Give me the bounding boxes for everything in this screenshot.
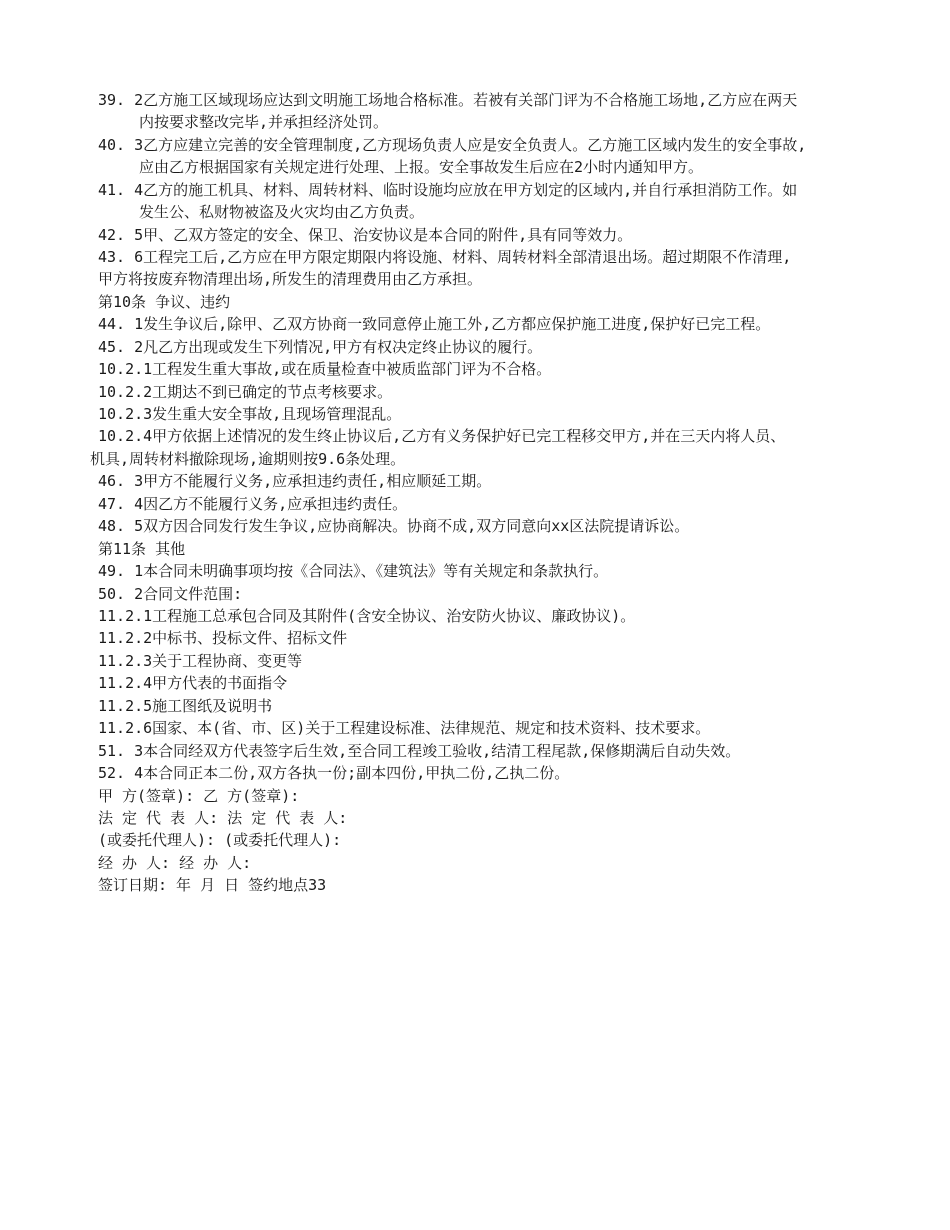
clause-11-2-3: 11.2.3关于工程协商、变更等 bbox=[98, 652, 303, 670]
signature-parties-line: 甲 方(签章): 乙 方(签章): bbox=[98, 787, 300, 805]
handler-line: 经 办 人: 经 办 人: bbox=[98, 854, 252, 872]
clause-41-line-2: 发生公、私财物被盗及火灾均由乙方负责。 bbox=[139, 203, 425, 221]
clause-47: 47. 4因乙方不能履行义务,应承担违约责任。 bbox=[98, 495, 408, 513]
clause-10-2-4-line-2: 机具,周转材料撤除现场,逾期则按9.6条处理。 bbox=[90, 450, 406, 468]
clause-11-2-4: 11.2.4甲方代表的书面指令 bbox=[98, 674, 288, 692]
clause-11-2-1: 11.2.1工程施工总承包合同及其附件(含安全协议、治安防火协议、廉政协议)。 bbox=[98, 607, 636, 625]
article-10-heading: 第10条 争议、违约 bbox=[98, 293, 231, 311]
clause-39-line-2: 内按要求整改完毕,并承担经济处罚。 bbox=[139, 113, 389, 131]
clause-48: 48. 5双方因合同发行发生争议,应协商解决。协商不成,双方同意向xx区法院提请诉讼。 bbox=[98, 517, 690, 535]
clause-44: 44. 1发生争议后,除甲、乙双方协商一致同意停止施工外,乙方都应保护施工进度,保护好已完工程。 bbox=[98, 315, 771, 333]
clause-11-2-5: 11.2.5施工图纸及说明书 bbox=[98, 697, 273, 715]
clause-46: 46. 3甲方不能履行义务,应承担违约责任,相应顺延工期。 bbox=[98, 472, 492, 490]
clause-43-line-2: 甲方将按废弃物清理出场,所发生的清理费用由乙方承担。 bbox=[98, 270, 483, 288]
clause-11-2-2: 11.2.2中标书、投标文件、招标文件 bbox=[98, 629, 348, 647]
clause-10-2-2: 10.2.2工期达不到已确定的节点考核要求。 bbox=[98, 383, 393, 401]
clause-52: 52. 4本合同正本二份,双方各执一份;副本四份,甲执二份,乙执二份。 bbox=[98, 764, 570, 782]
clause-40-line-1: 40. 3乙方应建立完善的安全管理制度,乙方现场负责人应是安全负责人。乙方施工区域内发生的安全事故, bbox=[98, 136, 807, 154]
clause-51: 51. 3本合同经双方代表签字后生效,至合同工程竣工验收,结清工程尾款,保修期满后自动失效。 bbox=[98, 742, 741, 760]
clause-11-2-6: 11.2.6国家、本(省、市、区)关于工程建设标准、法律规范、规定和技术资料、技术要求。 bbox=[98, 719, 711, 737]
clause-45: 45. 2凡乙方出现或发生下列情况,甲方有权决定终止协议的履行。 bbox=[98, 338, 543, 356]
clause-43-line-1: 43. 6工程完工后,乙方应在甲方限定期限内将设施、材料、周转材料全部清退出场。超过期限不作清理, bbox=[98, 248, 792, 266]
legal-representative-line: 法 定 代 表 人: 法 定 代 表 人: bbox=[98, 809, 348, 827]
clause-39-line-1: 39. 2乙方施工区域现场应达到文明施工场地合格标准。若被有关部门评为不合格施工场地,乙方应在两天 bbox=[98, 91, 798, 109]
clause-49: 49. 1本合同未明确事项均按《合同法》、《建筑法》等有关规定和条款执行。 bbox=[98, 562, 609, 580]
article-11-heading: 第11条 其他 bbox=[98, 540, 186, 558]
clause-41-line-1: 41. 4乙方的施工机具、材料、周转材料、临时设施均应放在甲方划定的区域内,并自行承担消防工作。如 bbox=[98, 181, 798, 199]
clause-40-line-2: 应由乙方根据国家有关规定进行处理、上报。安全事故发生后应在2小时内通知甲方。 bbox=[139, 158, 704, 176]
clause-10-2-1: 10.2.1工程发生重大事故,或在质量检查中被质监部门评为不合格。 bbox=[98, 360, 552, 378]
signing-date-place-line: 签订日期: 年 月 日 签约地点33 bbox=[98, 876, 327, 894]
clause-10-2-4-line-1: 10.2.4甲方依据上述情况的发生终止协议后,乙方有义务保护好已完工程移交甲方,并在三天内将人员、 bbox=[98, 427, 786, 445]
clause-50: 50. 2合同文件范围: bbox=[98, 585, 243, 603]
clause-10-2-3: 10.2.3发生重大安全事故,且现场管理混乱。 bbox=[98, 405, 402, 423]
authorized-agent-line: (或委托代理人): (或委托代理人): bbox=[98, 831, 342, 849]
clause-42: 42. 5甲、乙双方签定的安全、保卫、治安协议是本合同的附件,具有同等效力。 bbox=[98, 226, 633, 244]
